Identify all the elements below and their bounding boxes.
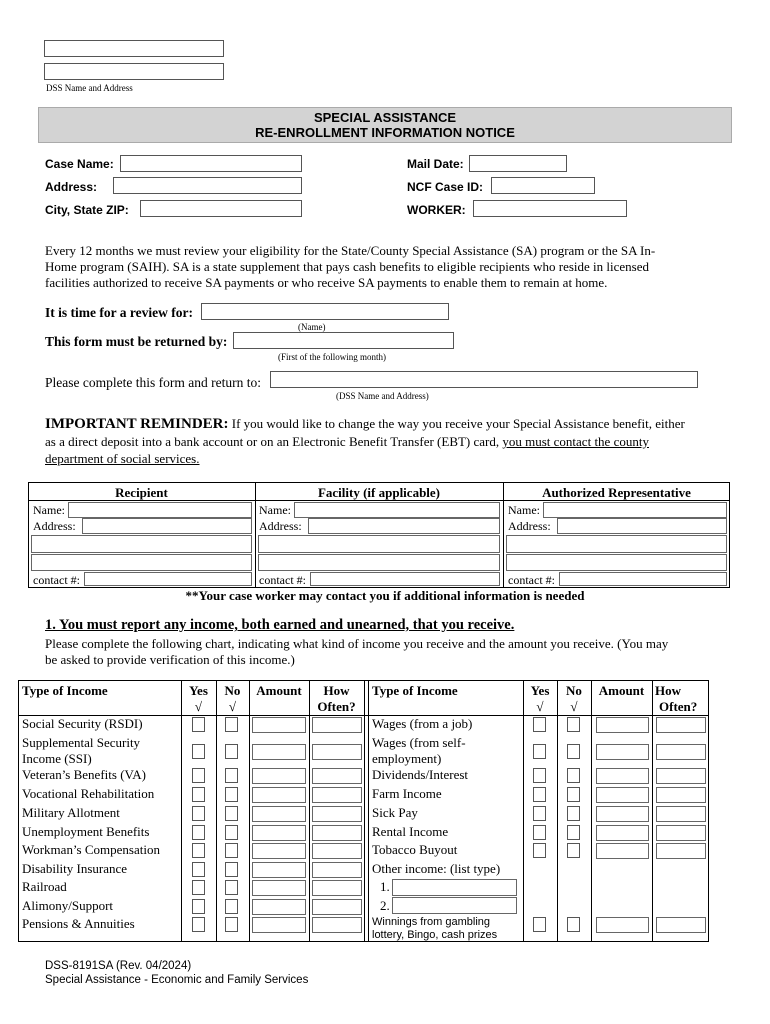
returned-by-caption: (First of the following month) [278,352,386,362]
income-instr-2: be asked to provide verification of this income.) [45,652,295,667]
income-left-row: Railroad [22,879,67,894]
yes-checkbox[interactable] [533,806,546,821]
city-field[interactable] [140,200,302,217]
yes-checkbox[interactable] [192,917,205,932]
facility-address-field[interactable] [308,518,500,534]
amount-field[interactable] [252,744,306,760]
yes-checkbox[interactable] [192,862,205,877]
how-often-field[interactable] [312,862,362,878]
no-checkbox[interactable] [567,917,580,932]
amount-field[interactable] [252,843,306,859]
recipient-address-field[interactable] [82,518,252,534]
no-checkbox[interactable] [225,787,238,802]
yes-checkbox[interactable] [533,843,546,858]
how-often-field[interactable] [656,917,706,933]
intro-line-1: Every 12 months we must review your eligibility for the State/County Special Assistance (SA) program or the SA In- [45,243,656,258]
name-caption: (Name) [298,322,326,332]
yes-checkbox[interactable] [192,787,205,802]
review-for-label: It is time for a review for: [45,305,193,320]
reminder-text-1: If you would like to change the way you receive your Special Assistance benefit, either [228,416,685,431]
recipient-address-line-3[interactable] [31,554,252,571]
income-col-divider [216,680,217,942]
worker-label: WORKER: [407,203,466,217]
return-to-caption: (DSS Name and Address) [336,391,429,401]
income-col-divider [309,680,310,942]
no-checkbox[interactable] [225,899,238,914]
amount-field[interactable] [252,862,306,878]
how-often-field[interactable] [312,744,362,760]
no-checkbox[interactable] [225,843,238,858]
income-right-row: 2. [380,898,390,913]
facility-address-line-2[interactable] [258,535,500,553]
facility-contact-label: contact #: [259,573,306,587]
how-often-field[interactable] [656,806,706,822]
amount-field[interactable] [596,825,649,841]
reminder-text-2a: as a direct deposit into a bank account or on an Electronic Benefit Transfer (EBT) card, [45,434,503,449]
facility-address-label: Address: [259,519,302,533]
amount-field[interactable] [596,744,649,760]
how-often-field[interactable] [656,843,706,859]
how-often-field[interactable] [312,843,362,859]
no-checkbox[interactable] [567,717,580,732]
reminder-heading: IMPORTANT REMINDER: [45,416,229,432]
income-right-row: Farm Income [372,786,442,801]
return-to-label: Please complete this form and return to: [45,375,261,390]
amount-field[interactable] [252,787,306,803]
income-right-row: Winnings from gambling [372,916,490,928]
amount-field[interactable] [596,806,649,822]
reminder-line-2 [45,434,649,450]
income-left-row: Income (SSI) [22,751,92,766]
amount-field[interactable] [252,806,306,822]
recipient-name-field[interactable] [68,502,252,518]
yes-checkbox[interactable] [192,825,205,840]
no-checkbox[interactable] [567,768,580,783]
col-often-left: Often? [317,699,356,714]
how-often-field[interactable] [312,717,362,733]
income-col-divider [181,680,182,942]
income-col-divider [523,680,524,942]
recipient-contact-field[interactable] [84,572,252,586]
income-right-row: Other income: (list type) [372,861,501,876]
col-type-left: Type of Income [22,683,108,698]
rep-address-line-2[interactable] [506,535,727,553]
contact-note: **Your case worker may contact you if additional information is needed [185,588,585,603]
income-right-row: Tobacco Buyout [372,842,458,857]
yes-checkbox[interactable] [192,880,205,895]
rep-address-line-3[interactable] [506,554,727,571]
how-often-field[interactable] [312,880,362,896]
amount-field[interactable] [252,825,306,841]
yes-checkbox[interactable] [533,825,546,840]
col-yes-check-right: √ [536,699,544,714]
col-yes-check-left: √ [194,699,203,714]
no-checkbox[interactable] [225,862,238,877]
rep-address-label: Address: [508,519,551,533]
income-left-row: Pensions & Annuities [22,916,135,931]
no-checkbox[interactable] [567,843,580,858]
income-col-divider [652,680,653,942]
yes-checkbox[interactable] [192,768,205,783]
yes-checkbox[interactable] [192,744,205,759]
how-often-field[interactable] [312,806,362,822]
col-yes-left: Yes [189,683,208,698]
col-no-check-left: √ [228,699,237,714]
ncf-case-id-label: NCF Case ID: [407,180,484,194]
recipient-contact-label: contact #: [33,573,80,587]
yes-checkbox[interactable] [533,917,546,932]
how-often-field[interactable] [656,825,706,841]
amount-field[interactable] [596,917,649,933]
mail-date-field[interactable] [469,155,567,172]
income-left-row: Unemployment Benefits [22,824,150,839]
income-left-row: Workman’s Compensation [22,842,160,857]
income-right-row: lottery, Bingo, cash prizes [372,929,498,941]
how-often-field[interactable] [312,787,362,803]
income-col-divider [557,680,558,942]
footer-form-id: DSS-8191SA (Rev. 04/2024) [45,960,192,972]
mail-date-label: Mail Date: [407,157,464,171]
yes-checkbox[interactable] [192,899,205,914]
amount-field[interactable] [252,717,306,733]
income-left-row: Disability Insurance [22,861,128,876]
yes-checkbox[interactable] [533,787,546,802]
other-income-1-field[interactable] [392,879,517,896]
yes-checkbox[interactable] [192,843,205,858]
amount-field[interactable] [252,917,306,933]
title-banner [38,107,732,143]
yes-checkbox[interactable] [192,717,205,732]
col-often-right: Often? [659,699,698,714]
amount-field[interactable] [596,843,649,859]
amount-field[interactable] [596,787,649,803]
col-facility: Facility (if applicable) [317,485,441,500]
col-no-right: No [566,683,582,698]
facility-contact-field[interactable] [310,572,500,586]
worker-field[interactable] [473,200,627,217]
intro-line-2: Home program (SAIH). SA is a state supplement that pays cash benefits to eligible recipients who reside in licensed [45,259,649,274]
rep-name-label: Name: [508,503,540,517]
income-right-row: 1. [380,879,390,894]
income-left-row: Social Security (RSDI) [22,716,143,731]
how-often-field[interactable] [656,744,706,760]
dss-address-box-2[interactable] [44,63,224,80]
income-right-row: Dividends/Interest [372,767,469,782]
review-for-field[interactable] [201,303,449,320]
footer-division: Special Assistance - Economic and Family Services [45,974,309,986]
returned-by-field[interactable] [233,332,454,349]
ncf-case-id-field[interactable] [491,177,595,194]
income-instr-1: Please complete the following chart, indicating what kind of income you receive and the amount you receive. (You may [45,636,669,651]
no-checkbox[interactable] [225,880,238,895]
recipient-address-line-2[interactable] [31,535,252,553]
no-checkbox[interactable] [567,806,580,821]
rep-contact-field[interactable] [559,572,727,586]
how-often-field[interactable] [312,825,362,841]
col-yes-right: Yes [530,683,550,698]
amount-field[interactable] [252,768,306,784]
income-left-row: Veteran’s Benefits (VA) [22,767,146,782]
reminder-line-3: department of social services. [45,451,200,466]
dss-address-box-1[interactable] [44,40,224,57]
no-checkbox[interactable] [225,768,238,783]
yes-checkbox[interactable] [192,806,205,821]
rep-name-field[interactable] [543,502,727,518]
case-name-label: Case Name: [45,157,114,171]
amount-field[interactable] [252,899,306,915]
income-left-row: Vocational Rehabilitation [22,786,155,801]
col-how-left: How [323,683,350,698]
facility-name-field[interactable] [294,502,500,518]
no-checkbox[interactable] [225,917,238,932]
col-no-left: No [224,683,241,698]
dss-caption: DSS Name and Address [46,83,133,93]
no-checkbox[interactable] [225,744,238,759]
yes-checkbox[interactable] [533,717,546,732]
income-col-divider [591,680,592,942]
recipient-name-label: Name: [33,503,65,517]
how-often-field[interactable] [656,787,706,803]
amount-field[interactable] [252,880,306,896]
col-amount-right: Amount [598,683,645,698]
no-checkbox[interactable] [567,744,580,759]
how-often-field[interactable] [656,717,706,733]
income-col-divider [364,680,365,942]
address-label: Address: [45,180,98,194]
reminder-line-1 [45,416,685,433]
col-amount-left: Amount [256,683,302,698]
col-type-right: Type of Income [372,683,458,698]
amount-field[interactable] [596,768,649,784]
title-line-1: SPECIAL ASSISTANCE [313,110,457,125]
amount-field[interactable] [596,717,649,733]
income-col-divider [368,680,369,942]
income-right-row: Wages (from a job) [372,716,473,731]
how-often-field[interactable] [312,917,362,933]
col-recipient: Recipient [115,485,168,500]
income-left-row: Military Allotment [22,805,120,820]
income-heading: 1. You must report any income, both earned and unearned, that you receive. [45,617,515,633]
how-often-field[interactable] [312,768,362,784]
return-to-field[interactable] [270,371,698,388]
no-checkbox[interactable] [567,825,580,840]
income-right-row: Rental Income [372,824,449,839]
income-right-row: Sick Pay [372,805,418,820]
income-right-row: Wages (from self- [372,735,466,750]
address-field[interactable] [113,177,302,194]
col-no-check-right: √ [570,699,578,714]
no-checkbox[interactable] [567,787,580,802]
yes-checkbox[interactable] [533,744,546,759]
rep-address-field[interactable] [557,518,727,534]
other-income-2-field[interactable] [392,897,517,914]
income-left-row: Alimony/Support [22,898,114,913]
no-checkbox[interactable] [225,717,238,732]
income-left-row: Supplemental Security [22,735,141,750]
income-right-row: employment) [372,751,442,766]
case-name-field[interactable] [120,155,302,172]
city-label: City, State ZIP: [45,203,129,217]
income-col-divider [249,680,250,942]
title-line-2: RE-ENROLLMENT INFORMATION NOTICE [255,125,515,140]
how-often-field[interactable] [312,899,362,915]
facility-name-label: Name: [259,503,291,517]
rep-contact-label: contact #: [508,573,555,587]
col-how-right: How [655,683,681,698]
returned-by-label: This form must be returned by: [45,334,228,349]
no-checkbox[interactable] [225,806,238,821]
col-authorized-rep: Authorized Representative [542,485,691,500]
no-checkbox[interactable] [225,825,238,840]
reminder-text-2b: you must contact the county [502,434,649,449]
intro-line-3: facilities authorized to receive SA payments or who receive SA payments to enable them to remain at home. [45,275,608,290]
yes-checkbox[interactable] [533,768,546,783]
recipient-address-label: Address: [33,519,76,533]
how-often-field[interactable] [656,768,706,784]
facility-address-line-3[interactable] [258,554,500,571]
